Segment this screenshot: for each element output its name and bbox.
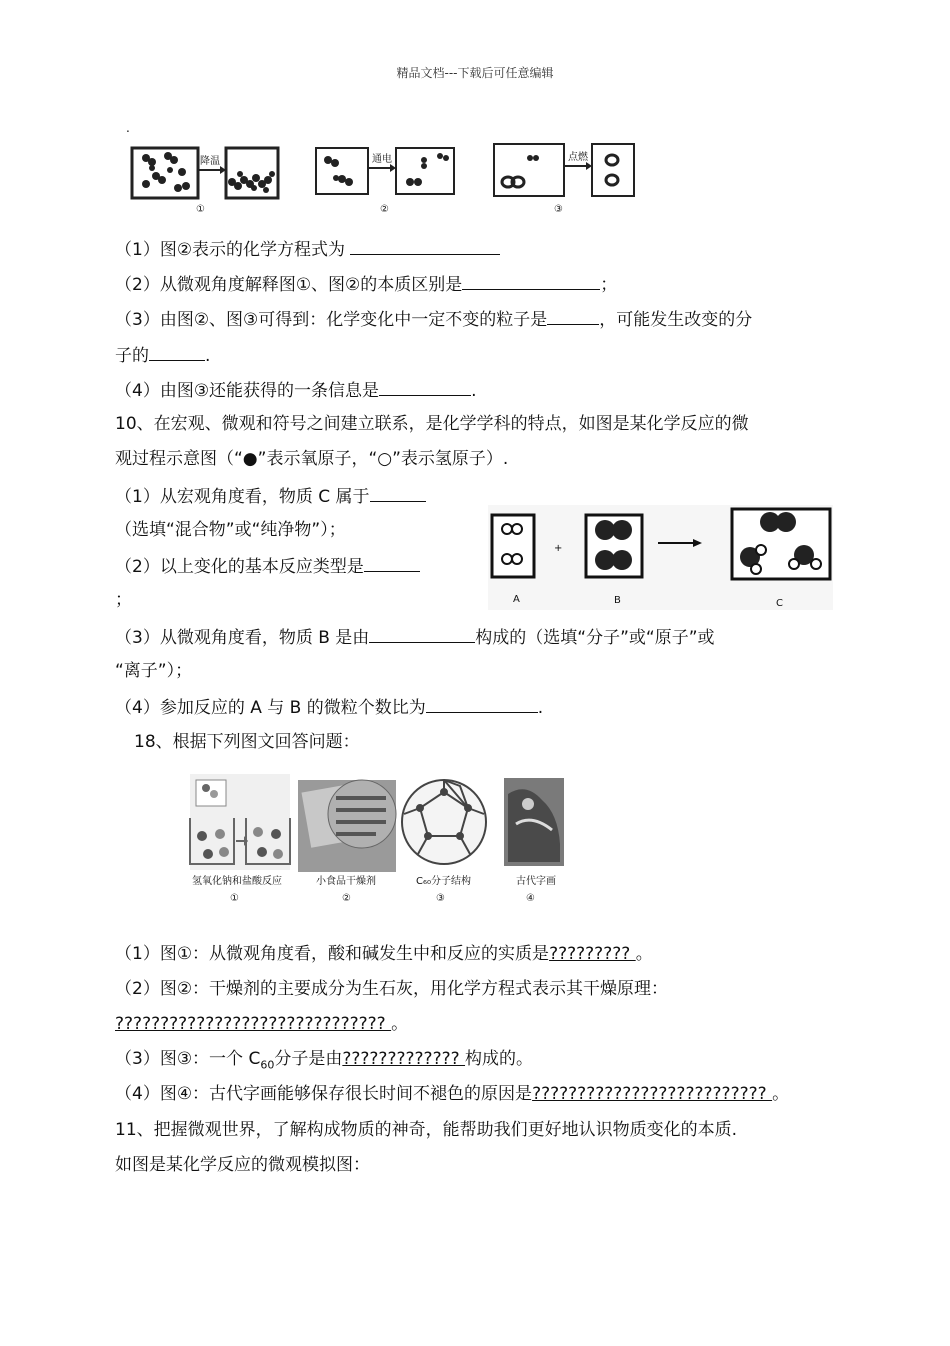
figure-2-arrow-label: 通电 [372,154,392,165]
q9-part2-blank[interactable] [462,271,600,290]
q9-part3 [115,306,752,332]
reaction-diagram [488,505,833,610]
substance-b-box [586,515,642,577]
q11-stem-line2: 如图是某化学反应的微观模拟图： [115,1155,370,1175]
q18-part1-answer[interactable]: ????????? [549,944,636,964]
caption-3: C₆₀分子结构 [416,876,471,887]
figure-1-label: ① [196,204,205,215]
q18-part4-answer[interactable]: ?????????????????????????? [532,1084,773,1104]
q10-part3-cont: 构成的（选填“分子”或“原子”或 [475,628,715,648]
q9-part3-line2 [115,342,210,368]
q10-stem-line2: 观过程示意图（“●”表示氧原子，“○”表示氢原子）. [115,449,509,469]
q18-part3-text: （3）图③：一个 C [115,1049,261,1069]
q18-part2-end: 。 [391,1014,409,1034]
q18-part2-line2 [115,1012,408,1036]
caption-num-2: ② [342,893,351,904]
figure-1-arrow-label: 降温 [200,156,220,167]
q18-part2-answer[interactable]: ?????????????????????????????? [115,1014,392,1034]
q9-part1-blank[interactable] [350,236,500,255]
q18-part3-subscript: 60 [260,1058,275,1072]
q10-part1 [115,483,426,509]
q18-part3 [115,1047,533,1077]
q9-part3-blank1[interactable] [547,306,599,325]
caption-2: 小食品干燥剂 [316,876,376,887]
caption-num-4: ④ [526,893,535,904]
caption-num-1: ① [230,893,239,904]
q11-stem-line1: 11、把握微观世界，了解构成物质的神奇，能帮助我们更好地认识物质变化的本质. [115,1120,738,1140]
q9-part4-text: （4）由图③还能获得的一条信息是 [115,381,380,401]
figure-3-combustion [494,144,634,215]
c60-structure-image [402,780,486,864]
q9-part4 [115,377,476,403]
label-a: A [513,594,520,605]
q10-part1-line2: （选填“混合物”或“纯净物”）； [115,520,346,540]
label-c: C [776,598,783,609]
q9-part3-blank2[interactable] [149,342,205,361]
q10-part3-blank[interactable] [369,624,475,643]
q10-part3-line2: “离子”）； [115,661,193,681]
q9-part2 [115,271,617,297]
q9-part3-end: . [205,346,211,366]
q9-part2-end: ； [600,275,618,295]
q9-part4-end: . [471,381,477,401]
q9-part1-text: （1）图②表示的化学方程式为 [115,240,346,260]
q18-figure-row [186,774,578,908]
q18-part1-text: （1）图①：从微观角度看，酸和碱发生中和反应的实质是 [115,944,550,964]
q10-part4 [115,694,543,720]
q9-part3-cont: ，可能发生改变的分 [599,310,753,330]
plus-sign: + [554,543,563,554]
q18-part2: （2）图②：干燥剂的主要成分为生石灰，用化学方程式表示其干燥原理： [115,979,669,999]
q10-part4-text: （4）参加反应的 A 与 B 的微粒个数比为 [115,698,426,718]
q18-stem: 18、根据下列图文回答问题： [134,732,360,752]
figure-2-electrolysis [316,148,454,215]
q10-part2-line2: ； [115,590,132,610]
particle-change-figure [128,138,638,218]
stray-dot: . [126,121,130,135]
neutralization-image [190,774,290,870]
q18-part3-cont: 分子是由 [274,1049,343,1069]
q10-part2-text: （2）以上变化的基本反应类型是 [115,557,364,577]
substance-a-box [492,515,534,577]
q10-part4-blank[interactable] [426,694,538,713]
desiccant-image [298,780,396,872]
caption-1: 氢氧化钠和盐酸反应 [192,876,282,887]
q9-part4-blank[interactable] [379,377,471,396]
label-b: B [614,595,621,606]
q10-part2-blank[interactable] [364,553,420,572]
figure-1-state-change [132,148,278,215]
page-header: 精品文档---下载后可任意编辑 [396,66,554,80]
caption-4: 古代字画 [516,876,556,887]
q9-part1 [115,236,500,262]
q18-part4-text: （4）图④：古代字画能够保存很长时间不褪色的原因是 [115,1084,533,1104]
q18-part4 [115,1082,789,1106]
caption-num-3: ③ [436,893,445,904]
q18-part1-end: 。 [635,944,653,964]
q9-part3-text2: 子的 [115,346,149,366]
q18-part3-end: 构成的。 [465,1049,534,1069]
q10-part3-text: （3）从微观角度看，物质 B 是由 [115,628,370,648]
figure-3-label: ③ [554,204,563,215]
q10-part4-end: . [537,698,544,718]
q10-part1-text: （1）从宏观角度看，物质 C 属于 [115,487,370,507]
q10-part1-blank[interactable] [370,483,426,502]
q18-part1 [115,942,653,966]
q10-stem-line1: 10、在宏观、微观和符号之间建立联系，是化学学科的特点，如图是某化学反应的微 [115,414,749,434]
figure-3-arrow-label: 点燃 [568,152,588,163]
figure-2-label: ② [380,204,389,215]
ancient-painting-image [504,778,564,866]
q10-part3 [115,624,715,650]
q18-part3-answer[interactable]: ????????????? [342,1049,466,1069]
q10-part2 [115,553,420,579]
q18-part4-end: 。 [772,1084,790,1104]
substance-c-box [732,509,830,579]
q9-part2-text: （2）从微观角度解释图①、图②的本质区别是 [115,275,463,295]
q9-part3-text: （3）由图②、图③可得到：化学变化中一定不变的粒子是 [115,310,548,330]
